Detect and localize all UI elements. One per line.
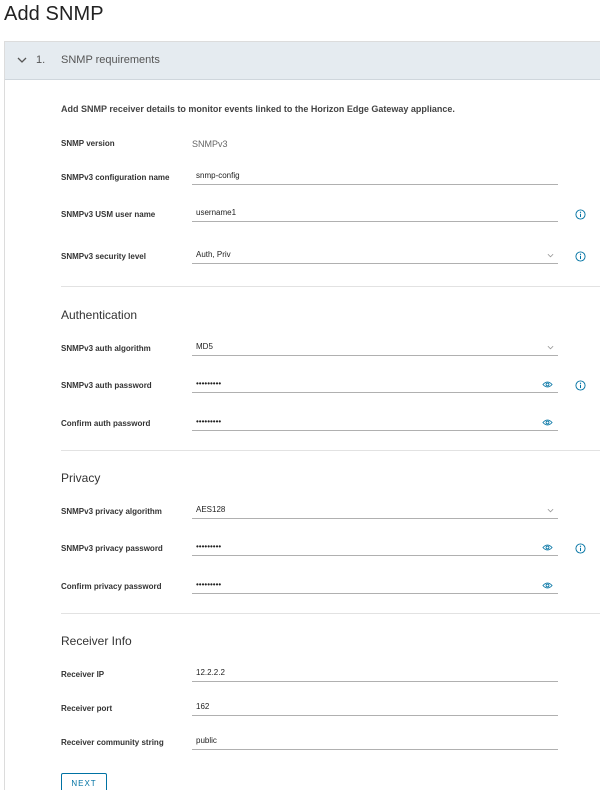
security-level-label: SNMPv3 security level — [61, 252, 146, 261]
info-icon[interactable] — [575, 209, 586, 220]
receiver-community-field — [192, 734, 558, 750]
step-header[interactable] — [5, 42, 600, 80]
auth-confirm-label: Confirm auth password — [61, 419, 151, 428]
privacy-confirm-label: Confirm privacy password — [61, 582, 162, 591]
page-title: Add SNMP — [4, 3, 104, 25]
security-level-select[interactable] — [192, 248, 558, 264]
chevron-down-icon — [547, 344, 554, 351]
receiver-ip-label: Receiver IP — [61, 670, 105, 679]
privacy-password-label: SNMPv3 privacy password — [61, 544, 163, 553]
usm-user-input[interactable] — [196, 208, 526, 217]
privacy-algorithm-label: SNMPv3 privacy algorithm — [61, 507, 162, 516]
eye-icon[interactable] — [542, 581, 553, 590]
config-name-field — [192, 169, 558, 185]
step-number: 1. — [36, 54, 46, 66]
privacy-confirm-input[interactable] — [196, 580, 526, 589]
privacy-password-field — [192, 540, 558, 556]
auth-password-input[interactable] — [196, 379, 526, 388]
auth-password-label: SNMPv3 auth password — [61, 381, 152, 390]
info-icon[interactable] — [575, 251, 586, 262]
section-divider — [61, 613, 600, 614]
section-divider — [61, 286, 600, 287]
receiver-ip-input[interactable] — [196, 668, 526, 677]
snmp-version-label: SNMP version — [61, 139, 115, 148]
next-button[interactable]: NEXT — [61, 773, 107, 790]
eye-icon[interactable] — [542, 380, 553, 389]
step-title: SNMP requirements — [61, 54, 160, 66]
receiver-port-field — [192, 700, 558, 716]
auth-algorithm-value: MD5 — [196, 342, 213, 351]
privacy-algorithm-select[interactable] — [192, 503, 558, 519]
auth-confirm-input[interactable] — [196, 417, 526, 426]
config-name-label: SNMPv3 configuration name — [61, 173, 170, 182]
chevron-down-icon — [547, 507, 554, 514]
receiver-ip-field — [192, 666, 558, 682]
privacy-heading: Privacy — [61, 471, 101, 485]
receiver-community-label: Receiver community string — [61, 738, 164, 747]
config-name-input[interactable] — [196, 171, 526, 180]
intro-text: Add SNMP receiver details to monitor events linked to the Horizon Edge Gateway appliance. — [61, 104, 455, 114]
snmp-version-value: SNMPv3 — [192, 139, 228, 149]
privacy-confirm-field — [192, 578, 558, 594]
info-icon[interactable] — [575, 380, 586, 391]
section-divider — [61, 450, 600, 451]
auth-password-field — [192, 377, 558, 393]
eye-icon[interactable] — [542, 418, 553, 427]
info-icon[interactable] — [575, 543, 586, 554]
security-level-value: Auth, Priv — [196, 250, 231, 259]
receiver-heading: Receiver Info — [61, 634, 132, 648]
usm-user-field — [192, 206, 558, 222]
receiver-port-input[interactable] — [196, 702, 526, 711]
chevron-down-icon[interactable] — [15, 53, 29, 67]
receiver-port-label: Receiver port — [61, 704, 113, 713]
chevron-down-icon — [547, 252, 554, 259]
auth-confirm-field — [192, 415, 558, 431]
eye-icon[interactable] — [542, 543, 553, 552]
privacy-password-input[interactable] — [196, 542, 526, 551]
authentication-heading: Authentication — [61, 308, 138, 322]
privacy-algorithm-value: AES128 — [196, 505, 226, 514]
receiver-community-input[interactable] — [196, 736, 526, 745]
auth-algorithm-select[interactable] — [192, 340, 558, 356]
auth-algorithm-label: SNMPv3 auth algorithm — [61, 344, 151, 353]
usm-user-label: SNMPv3 USM user name — [61, 210, 156, 219]
